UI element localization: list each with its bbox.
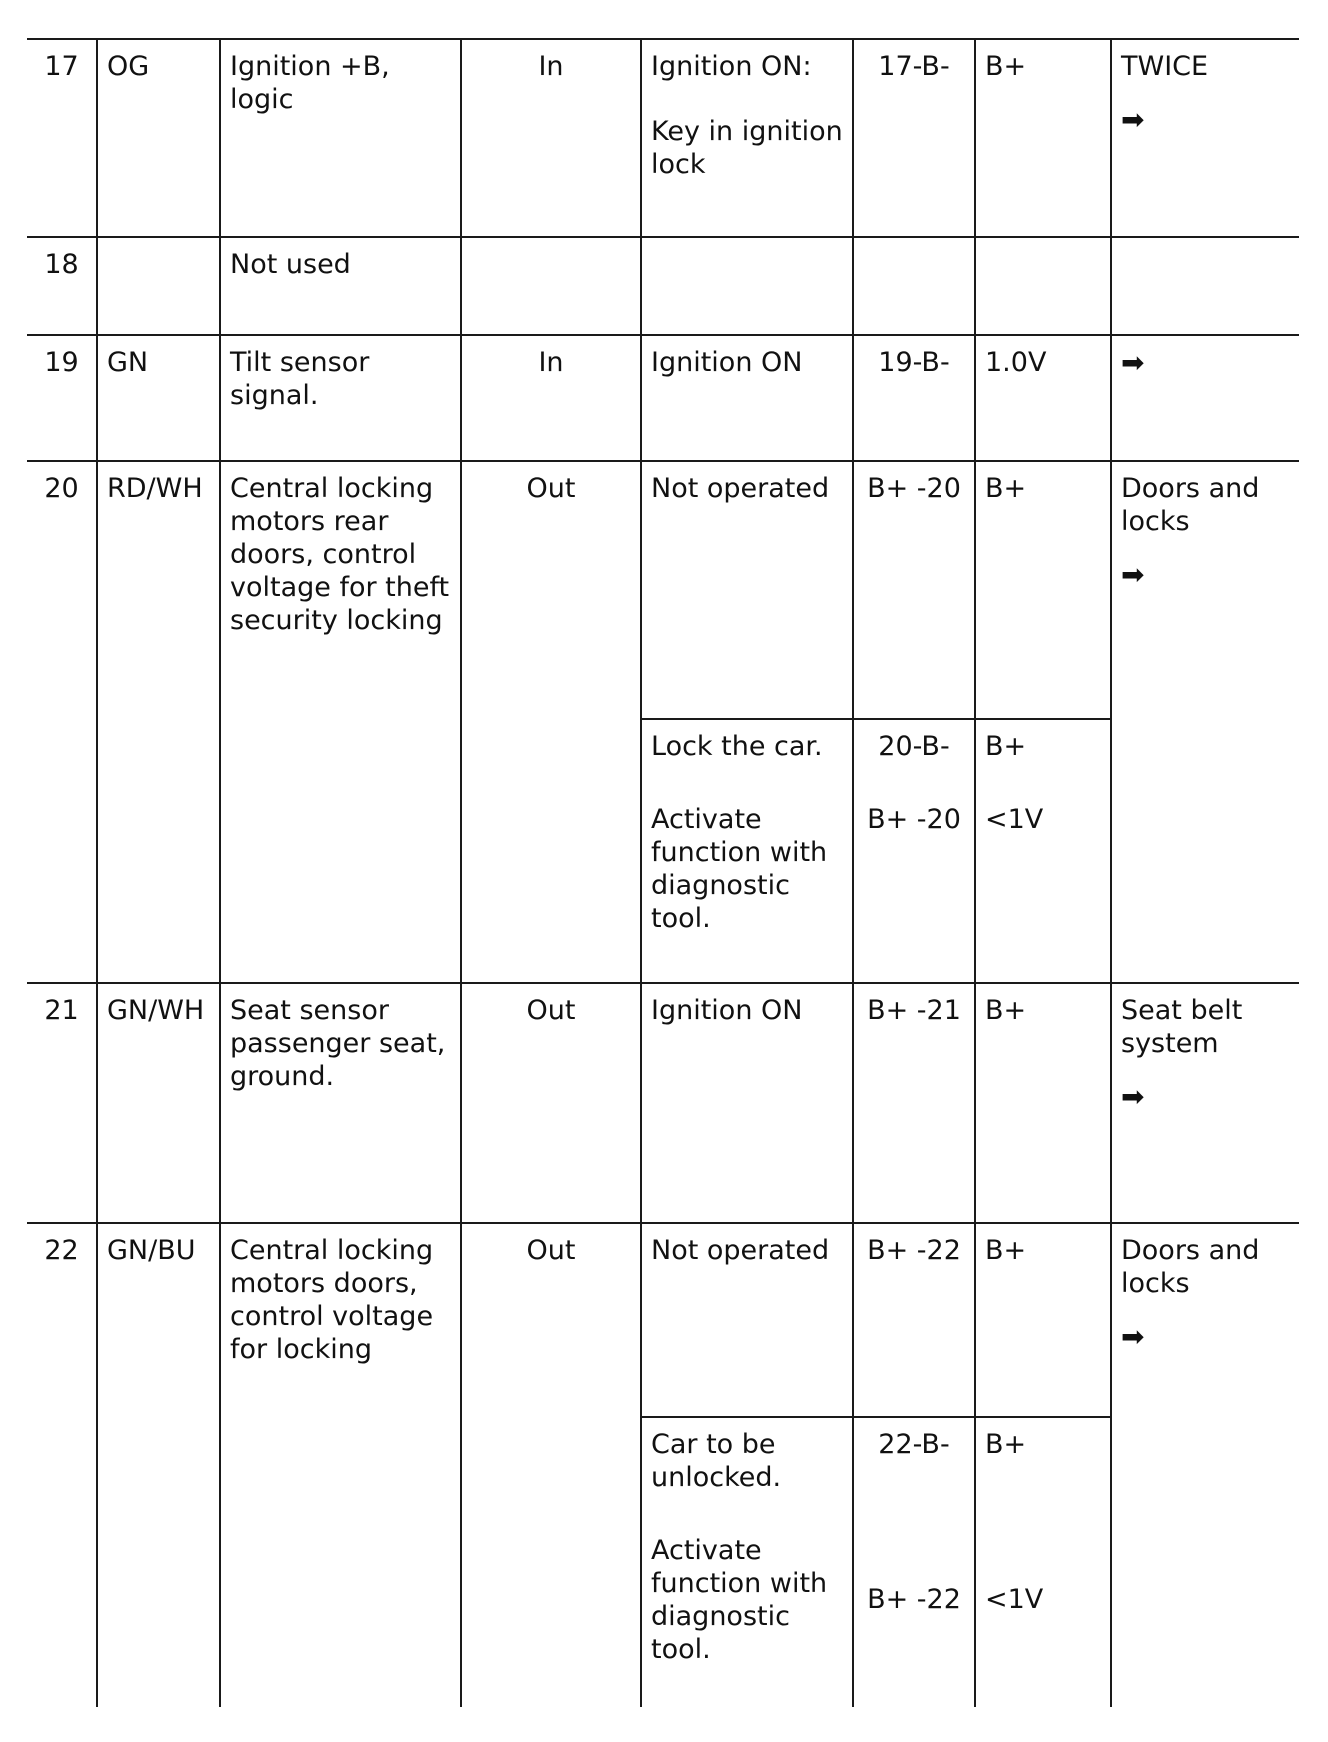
measure-value: B+ — [975, 983, 1111, 1223]
pin-number: 20 — [27, 461, 97, 983]
signal-direction: In — [461, 39, 641, 237]
pin-number: 22 — [27, 1223, 97, 1707]
arrow-right-icon[interactable]: ➡ — [1121, 103, 1145, 136]
reference-text: Seat belt system — [1121, 995, 1243, 1059]
pin-description: Not used — [220, 237, 461, 335]
condition-cell: Ignition ON — [641, 335, 853, 461]
measure-point: 20-B- — [878, 731, 950, 762]
measure-point: 19-B- — [853, 335, 975, 461]
measure-value-cell — [975, 1417, 1111, 1707]
pin-number: 18 — [27, 237, 97, 335]
condition-cell: Not operated — [641, 461, 853, 719]
reference-text: Doors and locks — [1121, 473, 1260, 537]
measure-value: B+ — [975, 461, 1111, 719]
measure-value: B+ — [985, 731, 1027, 762]
measure-point-cell — [853, 719, 975, 983]
condition-text: Key in ignition lock — [651, 116, 843, 180]
measure-value-cell — [975, 719, 1111, 983]
signal-direction: Out — [461, 1223, 641, 1707]
measure-point: B+ -20 — [853, 461, 975, 719]
wire-color: OG — [97, 39, 220, 237]
reference-cell — [1111, 237, 1299, 335]
table-row — [27, 461, 1299, 719]
measure-point — [853, 237, 975, 335]
reference-cell — [1111, 39, 1299, 237]
measure-point: 17-B- — [853, 39, 975, 237]
pin-description: Central locking motors doors, control voltage for locking — [220, 1223, 461, 1707]
condition-cell — [641, 1417, 853, 1707]
arrow-right-icon[interactable]: ➡ — [1121, 346, 1145, 379]
measure-value: <1V — [985, 1584, 1044, 1615]
reference-cell — [1111, 983, 1299, 1223]
wire-color — [97, 237, 220, 335]
reference-text: Doors and locks — [1121, 1235, 1260, 1299]
measure-value: B+ — [985, 1429, 1027, 1460]
wire-color: RD/WH — [97, 461, 220, 983]
table-row — [27, 1223, 1299, 1417]
measure-point: B+ -21 — [853, 983, 975, 1223]
measure-value — [975, 237, 1111, 335]
arrow-right-icon[interactable]: ➡ — [1121, 558, 1145, 591]
measure-value: <1V — [985, 804, 1044, 835]
wire-color: GN/WH — [97, 983, 220, 1223]
signal-direction: In — [461, 335, 641, 461]
reference-cell — [1111, 335, 1299, 461]
table-row — [27, 39, 1299, 237]
condition-cell: Not operated — [641, 1223, 853, 1417]
measure-point: B+ -22 — [867, 1584, 961, 1615]
pin-number: 19 — [27, 335, 97, 461]
pin-number: 21 — [27, 983, 97, 1223]
measure-value: B+ — [975, 1223, 1111, 1417]
signal-direction: Out — [461, 461, 641, 983]
pin-description: Seat sensor passenger seat, ground. — [220, 983, 461, 1223]
wire-color: GN — [97, 335, 220, 461]
pin-description: Central locking motors rear doors, control voltage for theft security locking — [220, 461, 461, 983]
measure-value: B+ — [975, 39, 1111, 237]
condition-cell — [641, 237, 853, 335]
measure-value: 1.0V — [975, 335, 1111, 461]
table-row — [27, 335, 1299, 461]
condition-cell — [641, 39, 853, 237]
measure-point: 22-B- — [878, 1429, 950, 1460]
condition-text: Lock the car. — [651, 731, 823, 762]
condition-text: Ignition ON: — [651, 51, 812, 82]
condition-text: Car to be unlocked. — [651, 1429, 782, 1493]
signal-direction — [461, 237, 641, 335]
signal-direction: Out — [461, 983, 641, 1223]
condition-text: Activate function with diagnostic tool. — [651, 1535, 828, 1665]
reference-cell — [1111, 1223, 1299, 1707]
arrow-right-icon[interactable]: ➡ — [1121, 1320, 1145, 1353]
measure-point-cell — [853, 1417, 975, 1707]
reference-text: TWICE — [1121, 51, 1209, 82]
condition-cell: Ignition ON — [641, 983, 853, 1223]
table-row — [27, 983, 1299, 1223]
pin-number: 17 — [27, 39, 97, 237]
arrow-right-icon[interactable]: ➡ — [1121, 1080, 1145, 1113]
wire-color: GN/BU — [97, 1223, 220, 1707]
condition-cell — [641, 719, 853, 983]
condition-text: Activate function with diagnostic tool. — [651, 804, 828, 934]
pin-description: Tilt sensor signal. — [220, 335, 461, 461]
pin-description: Ignition +B, logic — [220, 39, 461, 237]
table-row — [27, 237, 1299, 335]
measure-point: B+ -22 — [853, 1223, 975, 1417]
measure-point: B+ -20 — [867, 804, 961, 835]
reference-cell — [1111, 461, 1299, 983]
pin-table — [27, 38, 1299, 1707]
